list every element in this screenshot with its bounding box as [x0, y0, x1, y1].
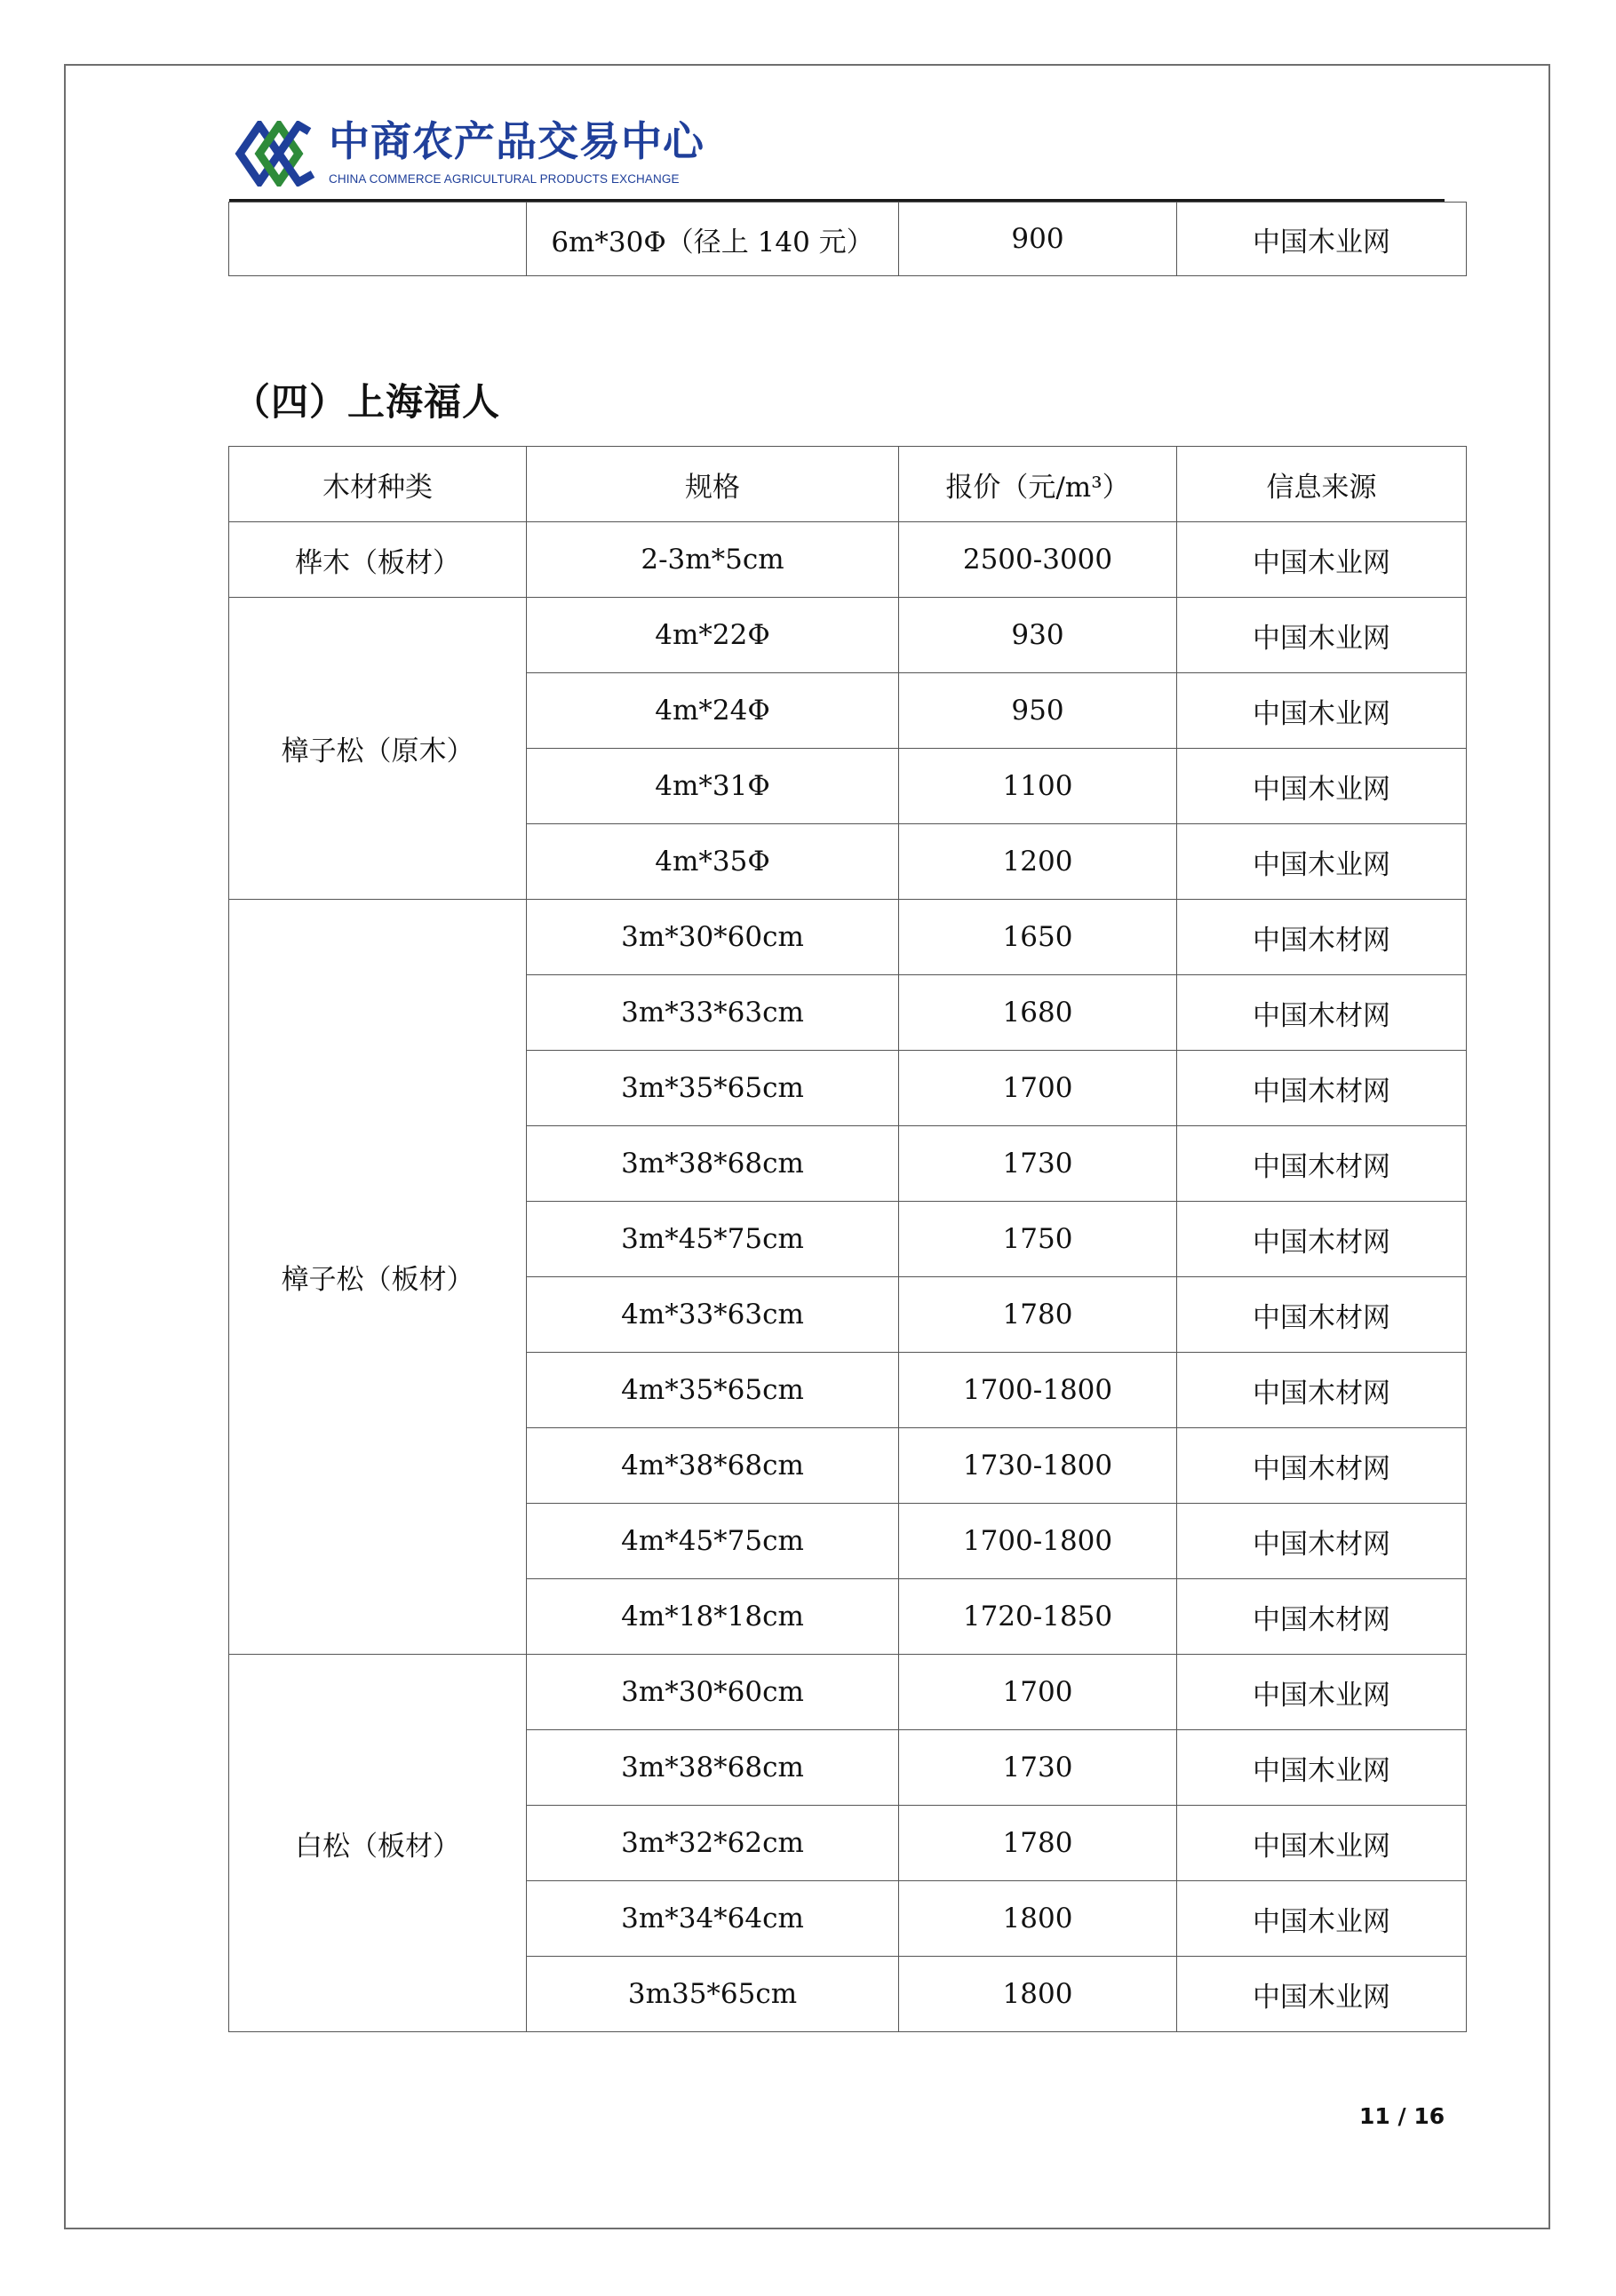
spec-cell: 4m*31Φ	[527, 749, 899, 824]
source-cell: 中国木材网	[1177, 1051, 1467, 1126]
org-logo	[233, 115, 705, 195]
spec-cell: 3m*45*75cm	[527, 1202, 899, 1277]
table-row	[229, 598, 1467, 673]
category-cell: 桦木（板材）	[229, 522, 527, 598]
spec-cell: 3m*35*65cm	[527, 1051, 899, 1126]
column-header-price: 报价（元/m³）	[899, 447, 1177, 522]
source-cell: 中国木业网	[1177, 203, 1467, 276]
org-name-en: CHINA COMMERCE AGRICULTURAL PRODUCTS EXCHANGE	[329, 172, 680, 186]
column-header-category: 木材种类	[229, 447, 527, 522]
source-cell: 中国木材网	[1177, 1579, 1467, 1655]
price-cell: 1200	[899, 824, 1177, 900]
source-cell: 中国木业网	[1177, 598, 1467, 673]
spec-cell: 4m*35Φ	[527, 824, 899, 900]
price-cell: 2500-3000	[899, 522, 1177, 598]
spec-cell: 3m*30*60cm	[527, 900, 899, 975]
org-name-cn: 中商农产品交易中心	[329, 117, 705, 165]
price-cell: 950	[899, 673, 1177, 749]
table-row	[229, 522, 1467, 598]
source-cell: 中国木材网	[1177, 975, 1467, 1051]
source-cell: 中国木业网	[1177, 1957, 1467, 2032]
table-row	[229, 1655, 1467, 1730]
price-cell: 1800	[899, 1881, 1177, 1957]
spec-cell: 6m*30Φ（径上 140 元）	[527, 203, 899, 276]
price-cell: 1730	[899, 1126, 1177, 1202]
price-cell: 1700-1800	[899, 1353, 1177, 1428]
category-cell	[229, 203, 527, 276]
spec-cell: 3m*34*64cm	[527, 1881, 899, 1957]
category-cell: 白松（板材）	[229, 1655, 527, 2032]
source-cell: 中国木业网	[1177, 522, 1467, 598]
table-row	[229, 900, 1467, 975]
page-number: 11 / 16	[1359, 2103, 1445, 2129]
source-cell: 中国木业网	[1177, 673, 1467, 749]
spec-cell: 4m*24Φ	[527, 673, 899, 749]
price-cell: 1730-1800	[899, 1428, 1177, 1504]
shanghai-furen-price-table	[228, 446, 1467, 2032]
source-cell: 中国木业网	[1177, 1730, 1467, 1806]
column-header-spec: 规格	[527, 447, 899, 522]
source-cell: 中国木材网	[1177, 1277, 1467, 1353]
spec-cell: 3m*38*68cm	[527, 1730, 899, 1806]
price-cell: 1650	[899, 900, 1177, 975]
table-header-row	[229, 447, 1467, 522]
spec-cell: 4m*33*63cm	[527, 1277, 899, 1353]
table-row	[229, 203, 1467, 276]
price-cell: 1730	[899, 1730, 1177, 1806]
spec-cell: 4m*22Φ	[527, 598, 899, 673]
source-cell: 中国木业网	[1177, 824, 1467, 900]
price-cell: 1700-1800	[899, 1504, 1177, 1579]
spec-cell: 3m*30*60cm	[527, 1655, 899, 1730]
spec-cell: 4m*45*75cm	[527, 1504, 899, 1579]
source-cell: 中国木材网	[1177, 900, 1467, 975]
continued-price-table	[228, 202, 1467, 276]
source-cell: 中国木业网	[1177, 1655, 1467, 1730]
source-cell: 中国木材网	[1177, 1126, 1467, 1202]
source-cell: 中国木业网	[1177, 749, 1467, 824]
source-cell: 中国木材网	[1177, 1353, 1467, 1428]
price-cell: 1800	[899, 1957, 1177, 2032]
price-cell: 1750	[899, 1202, 1177, 1277]
source-cell: 中国木业网	[1177, 1806, 1467, 1881]
spec-cell: 4m*38*68cm	[527, 1428, 899, 1504]
spec-cell: 3m*32*62cm	[527, 1806, 899, 1881]
spec-cell: 4m*18*18cm	[527, 1579, 899, 1655]
price-cell: 930	[899, 598, 1177, 673]
price-cell: 900	[899, 203, 1177, 276]
spec-cell: 4m*35*65cm	[527, 1353, 899, 1428]
source-cell: 中国木材网	[1177, 1504, 1467, 1579]
spec-cell: 2-3m*5cm	[527, 522, 899, 598]
source-cell: 中国木材网	[1177, 1428, 1467, 1504]
price-cell: 1100	[899, 749, 1177, 824]
source-cell: 中国木材网	[1177, 1202, 1467, 1277]
category-cell: 樟子松（原木）	[229, 598, 527, 900]
price-cell: 1700	[899, 1051, 1177, 1126]
category-cell: 樟子松（板材）	[229, 900, 527, 1655]
section-heading: （四）上海福人	[233, 380, 501, 424]
price-cell: 1680	[899, 975, 1177, 1051]
exchange-logo-icon	[233, 121, 320, 187]
spec-cell: 3m*33*63cm	[527, 975, 899, 1051]
price-cell: 1780	[899, 1806, 1177, 1881]
price-cell: 1720-1850	[899, 1579, 1177, 1655]
price-cell: 1700	[899, 1655, 1177, 1730]
spec-cell: 3m*38*68cm	[527, 1126, 899, 1202]
spec-cell: 3m35*65cm	[527, 1957, 899, 2032]
column-header-source: 信息来源	[1177, 447, 1467, 522]
source-cell: 中国木业网	[1177, 1881, 1467, 1957]
price-cell: 1780	[899, 1277, 1177, 1353]
